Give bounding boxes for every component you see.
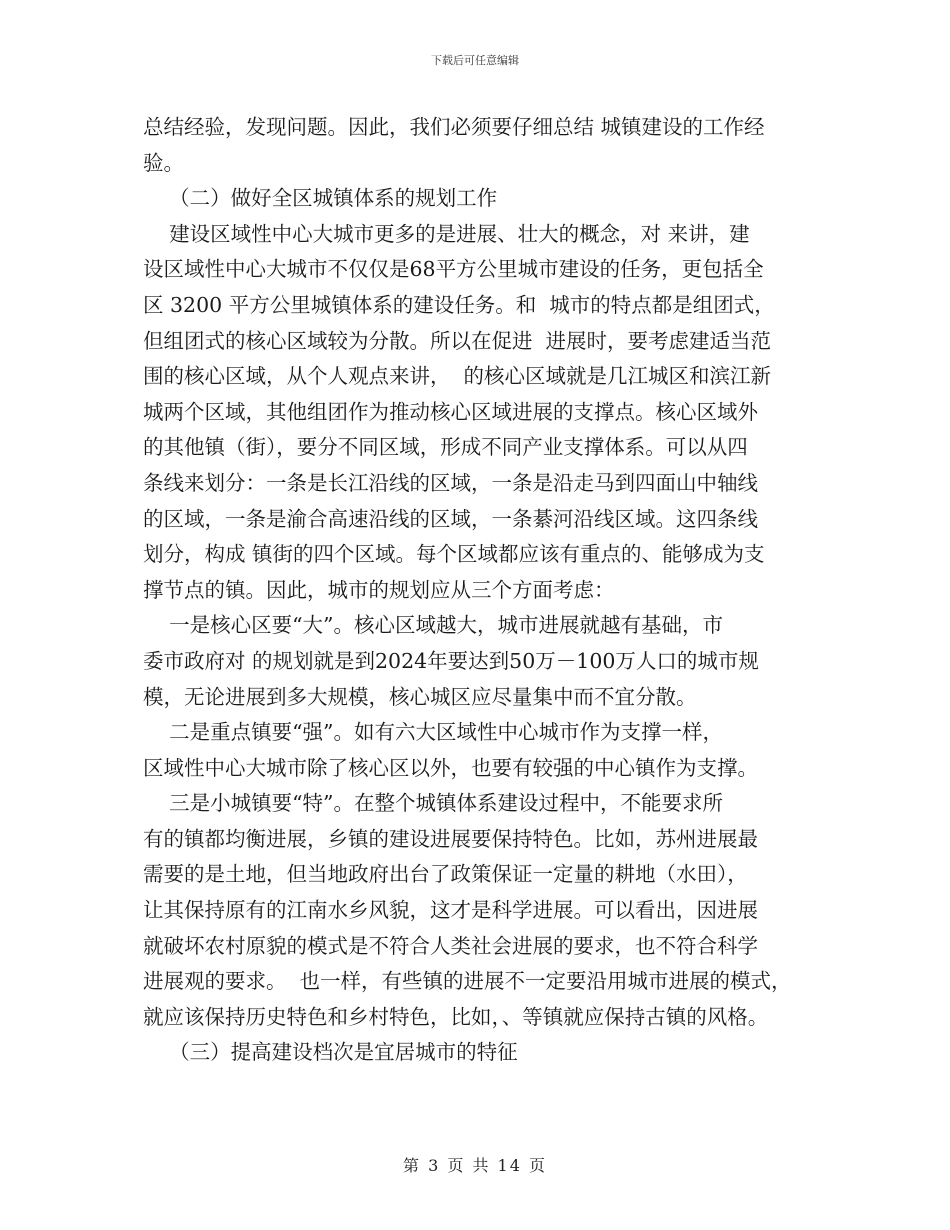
text-line: 让其保持原有的江南水乡风貌，这才是科学进展。可以看出，因进展 xyxy=(143,898,758,923)
text-line: 区 3200 平方公里城镇体系的建设任务。和 城市的特点都是组团式， xyxy=(143,292,775,317)
page-header: 下载后可任意编辑 xyxy=(431,54,519,67)
text-line: 验。 xyxy=(143,150,184,175)
section-heading: （二）做好全区城镇体系的规划工作 xyxy=(143,186,498,211)
page-number: 第 3 页 共 14 页 xyxy=(403,1156,547,1175)
text-line: 就破坏农村原貌的模式是不符合人类社会进展的要求，也不符合科学 xyxy=(143,933,758,958)
text-line: 围的核心区域，从个人观点来讲， 的核心区域就是几江城区和滨江新 xyxy=(143,364,772,389)
text-line: 进展观的要求。 也一样，有些镇的进展不一定要沿用城市进展的模式， xyxy=(143,969,792,994)
text-line: 条线来划分：一条是长江沿线的区域，一条是沿走马到四面山中轴线 xyxy=(143,470,758,495)
text-line: 二是重点镇要“强”。如有六大区域性中心城市作为支撑一样， xyxy=(143,720,724,745)
text-line: 三是小城镇要“特”。在整个城镇体系建设过程中，不能要求所 xyxy=(143,791,724,816)
text-line: 区域性中心大城市除了核心区以外，也要有较强的中心镇作为支撑。 xyxy=(143,755,758,780)
text-line: 有的镇都均衡进展，乡镇的建设进展要保持特色。比如，苏州进展最 xyxy=(143,826,758,851)
text-line: 但组团式的核心区域较为分散。所以在促进 进展时，要考虑建适当范 xyxy=(143,328,772,353)
text-line: 需要的是土地，但当地政府出台了政策保证一定量的耕地（水田）， xyxy=(143,862,748,887)
text-line: 的区域，一条是渝合高速沿线的区域，一条綦河沿线区域。这四条线 xyxy=(143,506,758,531)
text-line: 撑节点的镇。因此，城市的规划应从三个方面考虑： xyxy=(143,577,615,602)
document-body xyxy=(143,110,808,1071)
text-line: 建设区域性中心大城市更多的是进展、壮大的概念，对 来讲，建 xyxy=(143,221,750,246)
text-line: 总结经验，发现问题。因此，我们必须要仔细总结 城镇建设的工作经 xyxy=(143,115,765,139)
text-line: 的其他镇（街），要分不同区域，形成不同产业支撑体系。可以从四 xyxy=(143,435,748,460)
section-heading: （三）提高建设档次是宜居城市的特征 xyxy=(143,1040,518,1065)
text-line: 就应该保持历史特色和乡村特色，比如，、等镇就应保持古镇的风格。 xyxy=(143,1004,769,1029)
text-line: 城两个区域，其他组团作为推动核心区域进展的支撑点。核心区域外 xyxy=(143,399,758,424)
text-line: 委市政府对 的规划就是到2024年要达到50万－100万人口的城市规 xyxy=(143,648,759,673)
text-line: 模，无论进展到多大规模，核心城区应尽量集中而不宜分散。 xyxy=(143,684,697,709)
text-line: 设区域性中心大城市不仅仅是68平方公里城市建设的任务，更包括全 xyxy=(143,257,764,282)
text-line: 一是核心区要“大”。核心区域越大，城市进展就越有基础，市 xyxy=(143,613,724,638)
text-line: 划分，构成 镇街的四个区域。每个区域都应该有重点的、能够成为支 xyxy=(143,542,765,567)
